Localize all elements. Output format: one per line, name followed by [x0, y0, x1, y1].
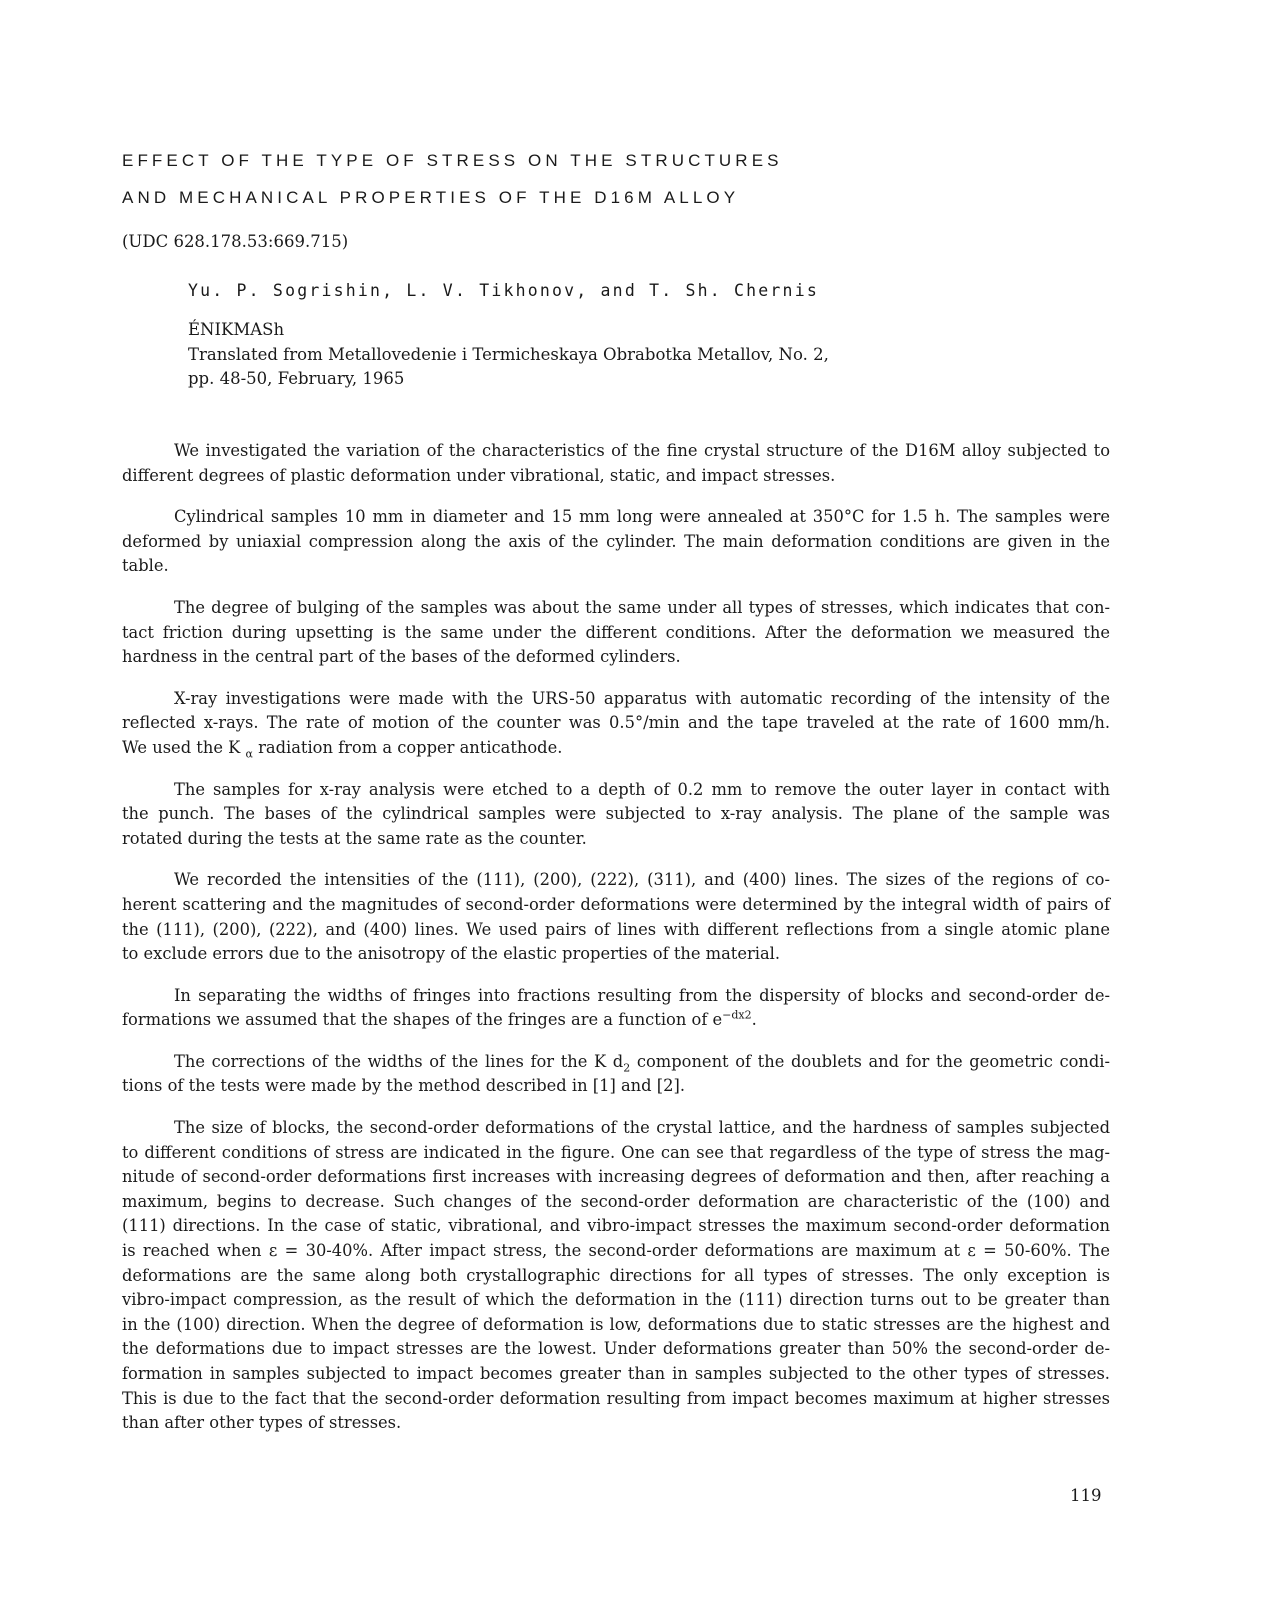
text-line: than after other types of stresses.: [122, 1413, 402, 1433]
text-line: In separating the widths of fringes into fractions resulting from the dispersity of blocks and second-order de-: [174, 985, 1110, 1005]
text-line: table.: [122, 556, 169, 576]
text-line: This is due to the fact that the second-order deformation resulting from impact becomes maximum at higher stresses: [122, 1388, 1110, 1408]
affiliation-block: [188, 318, 829, 392]
text-line: the deformations due to impact stresses are the lowest. Under deformations greater than 50% the second-order de-: [122, 1339, 1110, 1359]
paragraph-5: [122, 778, 1110, 852]
text-line: [122, 1050, 1110, 1075]
text-line: vibro-impact compression, as the result of which the deformation in the (111) direction turns out to be greater than: [122, 1290, 1110, 1310]
title-line: AND MECHANICAL PROPERTIES OF THE D16M ALLOY: [122, 188, 740, 207]
text-fragment: radiation from a copper anticathode.: [252, 737, 563, 757]
text-line: reflected x-rays. The rate of motion of the counter was 0.5°/min and the tape traveled at the rate of 1600 mm/h.: [122, 713, 1110, 733]
paragraph-7: [122, 984, 1110, 1033]
text-line: The degree of bulging of the samples was about the same under all types of stresses, which indicates that con-: [174, 597, 1110, 617]
text-line: to different conditions of stress are indicated in the figure. One can see that regardless of the type of stress the mag-: [122, 1142, 1110, 1162]
paragraph-6: [122, 868, 1110, 966]
text-line: X-ray investigations were made with the URS-50 apparatus with automatic recording of the intensity of the: [174, 688, 1110, 708]
paragraph-3: [122, 596, 1110, 670]
text-line: herent scattering and the magnitudes of second-order deformations were determined by the integral width of pairs of: [122, 894, 1110, 914]
text-line: hardness in the central part of the bases of the deformed cylinders.: [122, 647, 681, 667]
translation-source: pp. 48-50, February, 1965: [188, 369, 405, 388]
text-line: [122, 1008, 1110, 1033]
text-fragment: .: [751, 1010, 757, 1030]
udc-code: (UDC 628.178.53:669.715): [122, 232, 349, 251]
text-line: nitude of second-order deformations first increases with increasing degrees of deformation and then, after reaching a: [122, 1167, 1110, 1187]
text-line: Cylindrical samples 10 mm in diameter and 15 mm long were annealed at 350°C for 1.5 h. The samples were: [174, 507, 1110, 527]
text-fragment: formations we assumed that the shapes of the fringes are a function of e: [122, 1010, 723, 1030]
title-line: EFFECT OF THE TYPE OF STRESS ON THE STRUCTURES: [122, 151, 783, 170]
alpha-subscript: α: [245, 747, 253, 761]
text-line: We investigated the variation of the characteristics of the fine crystal structure of the D16M alloy subjected to: [174, 441, 1110, 460]
text-fragment: component of the doublets and for the geometric condi-: [630, 1051, 1111, 1071]
affiliation: ÉNIKMASh: [188, 320, 285, 339]
paragraph-9: [122, 1116, 1110, 1436]
text-line: The samples for x-ray analysis were etched to a depth of 0.2 mm to remove the outer layer in contact with: [174, 779, 1110, 799]
text-line: (111) directions. In the case of static, vibrational, and vibro-impact stresses the maximum second-order deformation: [122, 1216, 1110, 1236]
text-line: to exclude errors due to the anisotropy of the elastic properties of the material.: [122, 944, 781, 964]
text-line: different degrees of plastic deformation under vibrational, static, and impact stresses.: [122, 465, 836, 485]
text-line: The size of blocks, the second-order deformations of the crystal lattice, and the hardness of samples subjected: [174, 1118, 1110, 1138]
body-text: [122, 439, 1110, 1453]
paragraph-8: [122, 1050, 1110, 1099]
text-line: formation in samples subjected to impact becomes greater than in samples subjected to the other types of stresses.: [122, 1364, 1110, 1383]
text-line: in the (100) direction. When the degree of deformation is low, deformations due to static stresses are the highest and: [122, 1314, 1110, 1334]
text-line: tions of the tests were made by the method described in [1] and [2].: [122, 1076, 686, 1096]
text-line: rotated during the tests at the same rate as the counter.: [122, 828, 587, 848]
text-line: We recorded the intensities of the (111), (200), (222), (311), and (400) lines. The sizes of the regions of co-: [174, 870, 1110, 890]
author-list: Yu. P. Sogrishin, L. V. Tikhonov, and T. Sh. Chernis: [188, 281, 819, 300]
page-number: 119: [1070, 1486, 1102, 1505]
text-line: tact friction during upsetting is the same under the different conditions. After the deformation we measured the: [122, 622, 1110, 642]
text-line: maximum, begins to decrease. Such changes of the second-order deformation are characteristic of the (100) and: [122, 1191, 1110, 1211]
d2-subscript: 2: [623, 1061, 631, 1075]
paragraph-1: [122, 439, 1110, 488]
text-line: is reached when ε = 30-40%. After impact stress, the second-order deformations are maximum at ε = 50-60%. The: [122, 1241, 1110, 1261]
text-line: [122, 736, 1110, 761]
text-line: deformed by uniaxial compression along the axis of the cylinder. The main deformation conditions are given in the: [122, 531, 1110, 551]
paragraph-4: [122, 687, 1110, 761]
exponent-superscript: −dx2: [722, 1008, 752, 1022]
text-fragment: The corrections of the widths of the lines for the K d: [174, 1051, 624, 1071]
text-line: the (111), (200), (222), and (400) lines. We used pairs of lines with different reflections from a single atomic plane: [122, 919, 1110, 939]
text-fragment: We used the K: [122, 737, 246, 757]
translation-source: Translated from Metallovedenie i Termicheskaya Obrabotka Metallov, No. 2,: [188, 344, 829, 364]
paragraph-2: [122, 505, 1110, 579]
text-line: deformations are the same along both crystallographic directions for all types of stresses. The only exception is: [122, 1265, 1110, 1285]
text-line: the punch. The bases of the cylindrical samples were subjected to x-ray analysis. The plane of the sample was: [122, 804, 1110, 824]
paper-title: [122, 142, 1122, 216]
